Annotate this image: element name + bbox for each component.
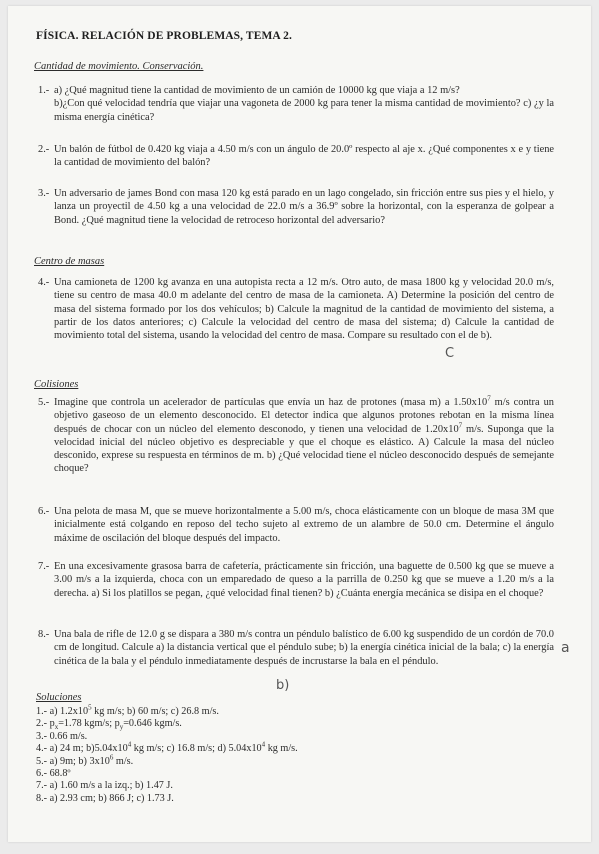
problem-number: 2.- <box>38 144 50 155</box>
problem-6-text: Una pelota de masa M, que se mueve horizontalmente a 5.00 m/s, choca elásticamente con un bloque de masa 3M que inicialmente está colgando en reposo del techo sujeto al extremo de un alambre de 50.0 cm. Determine el ángulo máxime de oscilación del bloque después del impacto. <box>54 506 554 544</box>
exponent: 7 <box>487 394 491 403</box>
solutions-heading: Soluciones <box>36 692 82 703</box>
problem-8 <box>38 628 554 668</box>
solution-3: 3.- 0.66 m/s. <box>36 730 88 742</box>
problem-number: 4.- <box>38 277 50 288</box>
problem-5 <box>38 394 554 476</box>
problem-5-text-a: Imagine que controla un acelerador de partículas que envía un haz de protones (masa m) a 1.50x10 <box>54 397 488 408</box>
problem-3 <box>38 187 554 227</box>
document-title: FÍSICA. RELACIÓN DE PROBLEMAS, TEMA 2. <box>36 30 292 42</box>
problem-5-text-b: m/s contra un objetivo gaseoso de un elemento desconocido. El detector indica que algunos protones rebotan en la misma línea después de chocar con un núcleo del elemento desconodo, y tienen una velocidad de 1.20x10 <box>54 397 554 435</box>
problem-7 <box>38 560 554 600</box>
handwritten-c-mark: C <box>445 346 455 361</box>
solution-4: 4.- a) 24 m; $b)5.04x10^4$ kg m/s; c) 16.8 m/s; d) $5.04x10^4$ kg m/s. <box>36 740 298 755</box>
problem-5-text-c: m/s. Suponga que la velocidad inicial del núcleo objetivo es despreciable y que el choque es elástico. A) Calcule la masa del núcleo desconido, exprese su respuesta en términos de m. b) ¿Qué velocidad tiene el núcleo desconocido después de semejante choque? <box>54 423 554 475</box>
problem-1-text-a: a) ¿Qué magnitud tiene la cantidad de movimiento de un camión de 10000 kg que viaja a 12 m/s? <box>54 85 460 96</box>
solution-1: 1.- a) $1.2x10^5$ kg m/s; b) 60 m/s; c) 26.8 m/s. <box>36 703 219 717</box>
problem-2 <box>38 143 554 170</box>
section-heading-momentum: Cantidad de movimiento. Conservación. <box>34 61 204 72</box>
document-page <box>8 6 591 842</box>
exponent: 7 <box>458 421 463 430</box>
problem-8-text: Una bala de rifle de 12.0 g se dispara a 380 m/s contra un péndulo balístico de 6.00 kg suspendido de un cordón de 70.0 cm de longitud. Calcule a) la distancia vertical que el péndulo sube; b) la energía cinética inicial de la bala; c) la energía cinética de la bala y el péndulo inmediatamente después de incrustarse la bala en el péndulo. <box>54 629 554 667</box>
problem-1-text-b: b)¿Con qué velocidad tendría que viajar una vagoneta de 2000 kg para tener la misma cantidad de movimiento? c) ¿y la misma energía cinética? <box>54 98 554 123</box>
problem-number: 7.- <box>38 561 50 572</box>
problem-2-text: Un balón de fútbol de 0.420 kg viaja a 4.50 m/s con un ángulo de 20.0º respecto al aje x. ¿Qué componentes x e y tiene la cantidad de movimiento del balón? <box>54 144 554 169</box>
problem-1 <box>38 84 554 124</box>
problem-number: 5.- <box>38 397 50 408</box>
solution-8: 8.- a) 2.93 cm; b) 866 J; c) 1.73 J. <box>36 792 174 804</box>
solution-7: 7.- a) 1.60 m/s a la izq.; b) 1.47 J. <box>36 780 173 792</box>
problem-number: 1.- <box>38 85 50 96</box>
section-heading-center-of-mass: Centro de masas <box>34 256 105 267</box>
problem-number: 3.- <box>38 188 50 199</box>
solution-5: 5.- a) 9m; b) $3x10^6$ m/s. <box>36 753 134 767</box>
solution-6: 6.- 68.8º <box>36 768 71 780</box>
section-heading-collisions: Colisiones <box>34 379 79 390</box>
handwritten-a-mark: a <box>561 640 570 656</box>
solutions-list <box>36 703 298 805</box>
problem-7-text: En una excesivamente grasosa barra de cafetería, prácticamente sin fricción, una baguette de 0.500 kg que se mueve a 3.00 m/s a la izquierda, choca con un emparedado de queso a la parrilla de 0.250 kg que se mueve a 1.20 m/s a la derecha. a) Si los platillos se pegan, ¿qué velocidad final tienen? b) ¿Cuánta energía mecánica se disipa en el choque? <box>54 561 554 599</box>
problem-number: 8.- <box>38 629 50 640</box>
problem-number: 6.- <box>38 506 50 517</box>
handwritten-b-mark: b) <box>276 678 290 693</box>
solution-2: 2.- $p_x=1.78$ kgm/s; $p_y=0.646$ kgm/s. <box>36 718 182 732</box>
problem-3-text: Un adversario de james Bond con masa 120 kg está parado en un lago congelado, sin fricción entre sus pies y el hielo, y lanza un proyectil de 4.50 kg a una velocidad de 22.0 m/s a 36.9º sobre la horizontal, con la esperanza de golpear a Bond. ¿Qué magnitud tiene la velocidad de retroceso horizontal del adversario? <box>54 188 554 226</box>
problem-4-text: Una camioneta de 1200 kg avanza en una autopista recta a 12 m/s. Otro auto, de masa 1800 kg y velocidad 20.0 m/s, tiene su centro de masa 40.0 m adelante del centro de masa de la camioneta. A) Determine la posición del centro de masa del sistema formado por los dos vehículos; b) Calcule la magnitud de la cantidad de movimiento del sistema, a partir de los datos anteriores; c) Calcule la velocidad del centro de masa del sistema; d) Calcule la cantidad de movimiento total del sistema, usando la velocidad del centro de masa. Compare su resultado con el de b). <box>54 277 554 342</box>
problem-4 <box>38 276 554 342</box>
problem-6 <box>38 505 554 545</box>
